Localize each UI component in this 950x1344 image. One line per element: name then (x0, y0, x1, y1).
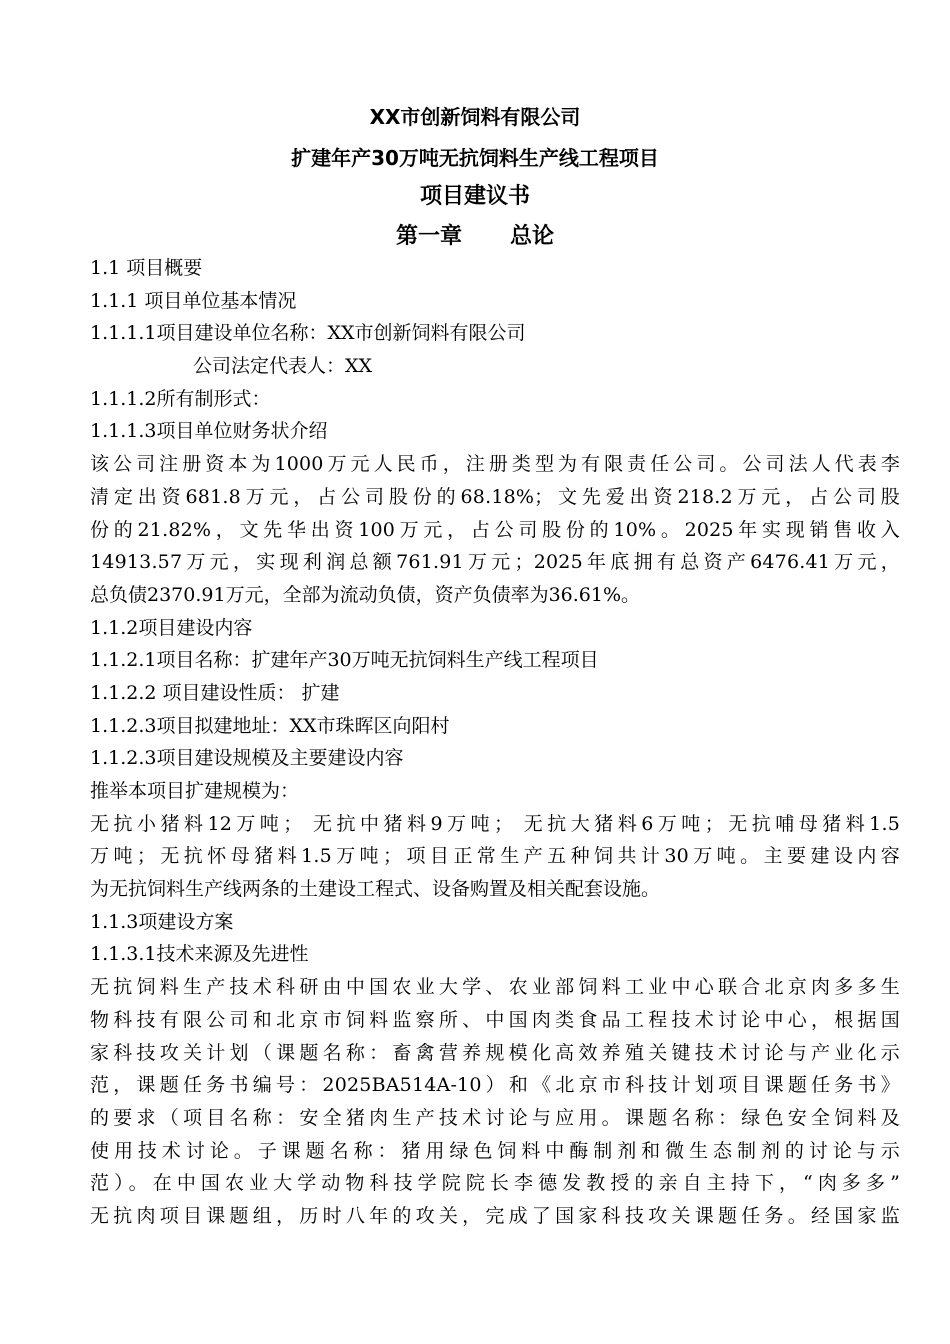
paragraph-line: 该公司注册资本为1000万元人民币，注册类型为有限责任公司。公司法人代表李 (90, 453, 900, 476)
paragraph-line: 家科技攻关计划（课题名称：畜禽营养规模化高效养殖关键技术讨论与产业化示 (90, 1041, 900, 1064)
text-line: 1.1.2.3项目拟建地址：XX市珠晖区向阳村 (90, 714, 450, 737)
paragraph-line: 物科技有限公司和北京市饲料监察所、中国肉类食品工程技术讨论中心，根据国 (90, 1008, 900, 1031)
section-heading: 1.1.3.1技术来源及先进性 (90, 943, 309, 966)
paragraph-line: 范，课题任务书编号：2025BA514A-10）和《北京市科技计划项目课题任务书》 (90, 1074, 900, 1097)
paragraph-line: 为无抗饲料生产线两条的土建设工程式、设备购置及相关配套设施。 (90, 878, 661, 901)
paragraph-line: 无抗饲料生产技术科研由中国农业大学、农业部饲料工业中心联合北京肉多多生 (90, 976, 900, 999)
paragraph-line: 无抗小猪料12万吨； 无抗中猪料9万吨； 无抗大猪料6万吨；无抗哺母猪料1.5 (90, 812, 900, 835)
section-heading: 1.1 项目概要 (90, 257, 203, 279)
text-line: 1.1.1.2所有制形式： (90, 387, 271, 410)
text-line: 1.1.1.1项目建设单位名称：XX市创新饲料有限公司 (90, 322, 526, 345)
section-heading: 1.1.2.3项目建设规模及主要建设内容 (90, 747, 404, 770)
paragraph-line: 的要求（项目名称：安全猪肉生产技术讨论与应用。课题名称：绿色安全饲料及 (90, 1106, 900, 1129)
chapter-number: 第一章 (395, 224, 462, 249)
document-body (90, 252, 900, 1233)
paragraph-line: 无抗肉项目课题组，历时八年的攻关，完成了国家科技攻关课题任务。经国家监 (90, 1204, 900, 1227)
paragraph-line: 使用技术讨论。子课题名称：猪用绿色饲料中酶制剂和微生态制剂的讨论与示 (90, 1139, 900, 1162)
paragraph-line: 14913.57万元，实现利润总额761.91万元；2025年底拥有总资产6476.41万元， (90, 551, 900, 574)
text-line: 公司法定代表人：XX (193, 355, 373, 378)
paragraph-line: 份的21.82%，文先华出资100万元，占公司股份的10%。2025年实现销售收入 (90, 518, 900, 541)
paragraph-line: 清定出资681.8万元，占公司股份的68.18%；文先爱出资218.2万元，占公司股 (90, 485, 900, 508)
company-title: XX市创新饲料有限公司 (369, 105, 581, 129)
project-title: 扩建年产30万吨无抗饲料生产线工程项目 (291, 146, 659, 170)
chapter-title: 总论 (510, 224, 555, 249)
section-heading: 1.1.2项目建设内容 (90, 616, 253, 639)
section-heading: 1.1.1 项目单位基本情况 (90, 289, 297, 312)
paragraph-line: 万吨；无抗怀母猪料1.5万吨；项目正常生产五种饲共计30万吨。主要建设内容 (90, 845, 900, 868)
document-type-title: 项目建议书 (419, 184, 530, 209)
paragraph-line: 总负债2370.91万元，全部为流动负债，资产负债率为36.61%。 (90, 583, 641, 606)
paragraph-line: 范）。在中国农业大学动物科技学院院长李德发教授的亲自主持下，“肉多多” (90, 1172, 900, 1195)
section-heading: 1.1.1.3项目单位财务状介绍 (90, 420, 328, 443)
text-line: 1.1.2.2 项目建设性质： 扩建 (90, 681, 340, 704)
text-line: 1.1.2.1项目名称：扩建年产30万吨无抗饲料生产线工程项目 (90, 649, 599, 672)
chapter-heading (0, 219, 950, 250)
text-line: 推举本项目扩建规模为： (90, 780, 300, 802)
section-heading: 1.1.3项建设方案 (90, 910, 234, 933)
